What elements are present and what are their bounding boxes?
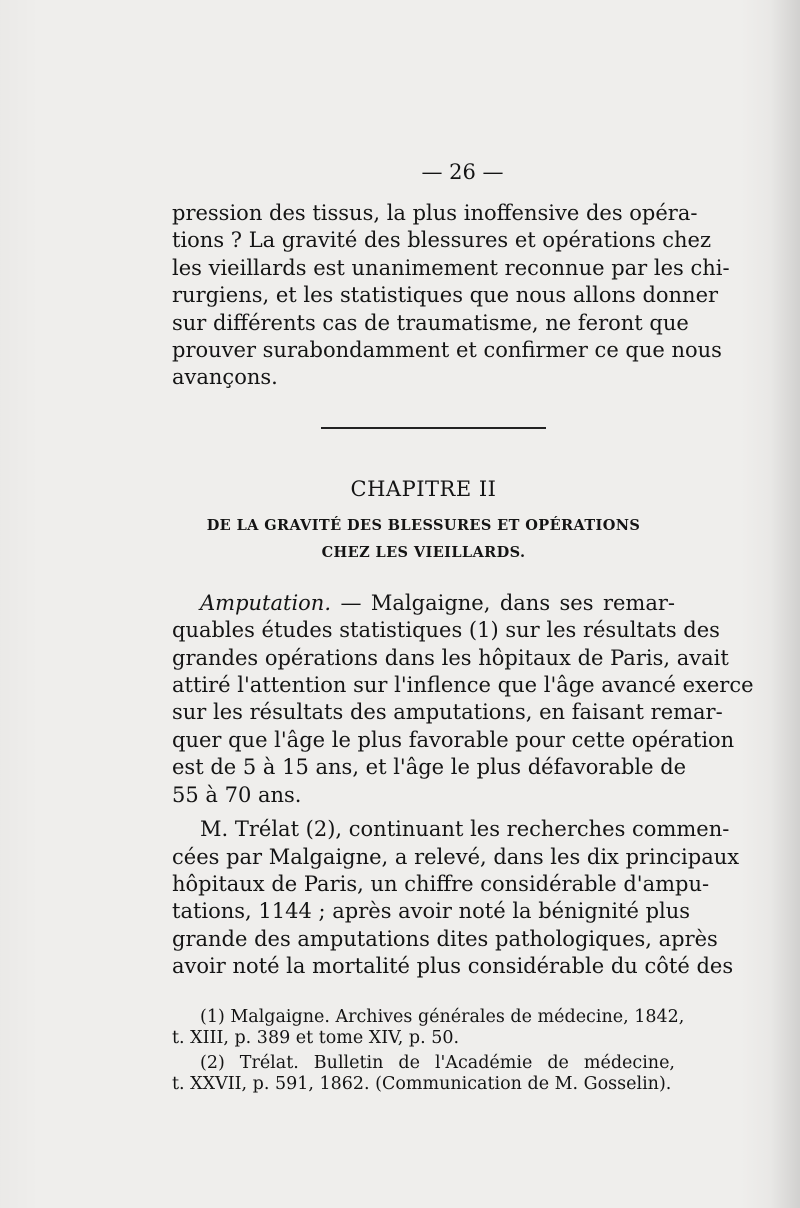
trelat-paragraph <box>172 816 740 980</box>
footnote <box>172 1006 685 1049</box>
text-line: les vieillards est unanimement reconnue par les chi- <box>172 255 730 280</box>
text-line: grandes opérations dans les hôpitaux de Paris, avait <box>172 645 729 670</box>
text-line: rurgiens, et les statistiques que nous allons donner <box>172 283 719 308</box>
footnote <box>172 1053 675 1095</box>
text-line: avançons. <box>172 365 278 390</box>
page-number: — 26 — <box>421 160 504 184</box>
text-line: pression des tissus, la plus inoffensive des opéra- <box>172 201 698 225</box>
text-line: est de 5 à 15 ans, et l'âge le plus défavorable de <box>172 755 687 780</box>
footnote-line: t. XIII, p. 389 et tome XIV, p. 50. <box>172 1027 460 1048</box>
text-line: quer que l'âge le plus favorable pour cette opération <box>172 727 735 752</box>
footnote-line: (2) Trélat. Bulletin de l'Académie de médecine, <box>200 1052 675 1073</box>
amputation-paragraph <box>172 590 754 809</box>
text-line: hôpitaux de Paris, un chiffre considérable d'ampu- <box>172 871 710 896</box>
text-line: attiré l'attention sur l'inflence que l'âge avancé exerce <box>172 673 754 698</box>
chapter-title-line: CHEZ LES VIEILLARDS. <box>321 543 526 561</box>
text-line: quables études statistiques (1) sur les résultats des <box>172 618 720 643</box>
footnote-line: (1) Malgaigne. Archives générales de médecine, 1842, <box>200 1006 685 1027</box>
section-name: Amputation. <box>200 590 332 615</box>
text-line: sur les résultats des amputations, en faisant remar- <box>172 700 723 725</box>
section-divider <box>321 427 546 429</box>
text-line: cées par Malgaigne, a relevé, dans les dix principaux <box>172 844 740 869</box>
text-column <box>172 158 754 1099</box>
footnotes <box>172 1006 685 1095</box>
chapter-title <box>172 512 675 566</box>
footnote-line: t. XXVII, p. 591, 1862. (Communication de M. Gosselin). <box>172 1073 672 1094</box>
text-line: tions ? La gravité des blessures et opérations chez <box>172 228 712 253</box>
chapter-title-line: DE LA GRAVITÉ DES BLESSURES ET OPÉRATIONS <box>206 516 641 534</box>
text-line <box>172 590 675 617</box>
text-line: M. Trélat (2), continuant les recherches commen- <box>200 817 730 842</box>
text-line: grande des amputations dites pathologiques, après <box>172 926 718 951</box>
text-line: prouver surabondamment et confirmer ce que nous <box>172 338 722 363</box>
intro-paragraph <box>172 200 730 392</box>
text-line: tations, 1144 ; après avoir noté la bénignité plus <box>172 899 691 924</box>
text-line: 55 à 70 ans. <box>172 782 302 807</box>
text-line: avoir noté la mortalité plus considérable du côté des <box>172 954 734 979</box>
text-line-rest: — Malgaigne, dans ses remar- <box>331 590 675 615</box>
chapter-heading: CHAPITRE II <box>350 476 497 501</box>
text-line: sur différents cas de traumatisme, ne feront que <box>172 310 689 335</box>
